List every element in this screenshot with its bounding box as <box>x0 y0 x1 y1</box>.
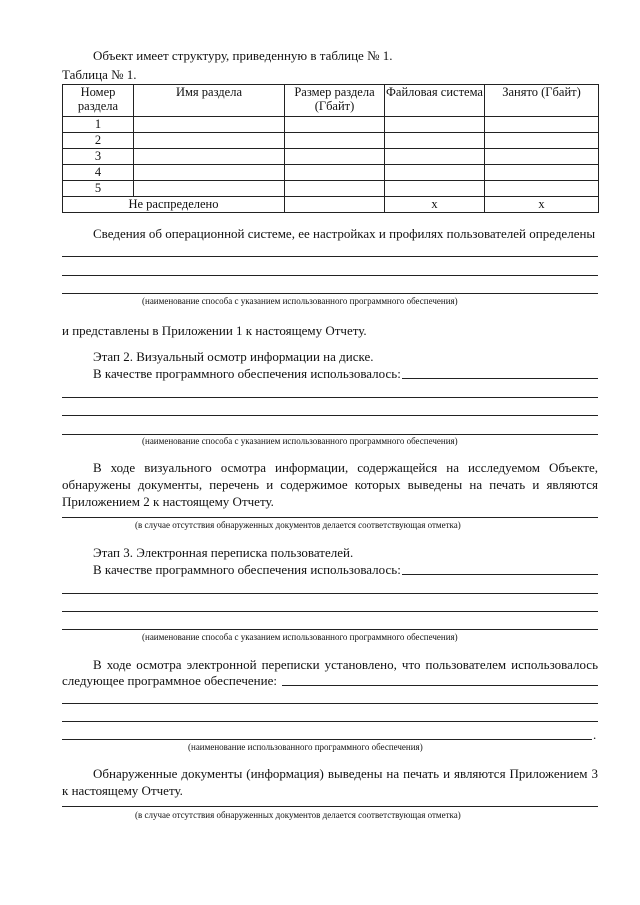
stage3-software-label: В качестве программного обеспечения использовалось: <box>93 562 401 577</box>
fill-line <box>62 434 598 435</box>
stage2-title: Этап 2. Визуальный осмотр информации на диске. <box>93 349 374 364</box>
fill-line <box>62 397 598 398</box>
fill-line <box>62 806 598 807</box>
row-number: 4 <box>63 165 134 181</box>
stage3-para-line: В ходе осмотра электронной переписки установлено, что пользователем использовалось <box>93 657 598 672</box>
table-row <box>63 117 599 133</box>
stage2-para-line: В ходе визуального осмотра информации, содержащейся на исследуемом Объекте, <box>93 460 598 475</box>
stage2-caption: (наименование способа с указанием использованного программного обеспечения) <box>142 436 458 446</box>
table-row <box>63 133 599 149</box>
unallocated-used: x <box>485 197 599 213</box>
stage3-docs-paragraph <box>62 765 598 799</box>
row-number: 2 <box>63 133 134 149</box>
caption-method: (наименование способа с указанием использованного программного обеспечения) <box>142 296 458 306</box>
stage2-paragraph <box>62 459 598 510</box>
table-footer-row <box>63 197 599 213</box>
stage2-software-field[interactable] <box>402 378 598 379</box>
stage3-title: Этап 3. Электронная переписка пользователей. <box>93 545 354 560</box>
table-caption: Таблица № 1. <box>62 67 137 82</box>
row-number: 5 <box>63 181 134 197</box>
fill-line <box>62 739 592 740</box>
unallocated-fs: x <box>385 197 485 213</box>
header-partition-name: Имя раздела <box>134 85 285 117</box>
fill-line <box>62 256 598 257</box>
stage3-used-software-field[interactable] <box>282 685 598 686</box>
intro-text: Объект имеет структуру, приведенную в таблице № 1. <box>93 48 393 63</box>
header-partition-size: Размер раздела (Гбайт) <box>285 85 385 117</box>
unallocated-label: Не распределено <box>63 197 285 213</box>
stage2-software-label: В качестве программного обеспечения использовалось: <box>93 366 401 381</box>
fill-line <box>62 275 598 276</box>
fill-line <box>62 721 598 722</box>
stage2-para-line: обнаружены документы, перечень и содержимое которых выведены на печать и являются <box>62 477 598 492</box>
stage2-para-line: Приложением 2 к настоящему Отчету. <box>62 494 274 509</box>
table-header-row <box>63 85 599 117</box>
fill-line <box>62 415 598 416</box>
stage3-caption: (наименование способа с указанием использованного программного обеспечения) <box>142 632 458 642</box>
partition-table <box>62 84 599 213</box>
os-info-text: Сведения об операционной системе, ее настройках и профилях пользователей определены <box>93 226 596 241</box>
stage2-caption-absence: (в случае отсутствия обнаруженных документов делается соответствующая отметка) <box>135 520 461 530</box>
table-row <box>63 181 599 197</box>
header-used: Занято (Гбайт) <box>485 85 599 117</box>
fill-line <box>62 629 598 630</box>
fill-line <box>62 611 598 612</box>
fill-line <box>62 593 598 594</box>
stage3-software-field[interactable] <box>402 574 598 575</box>
row-number: 1 <box>63 117 134 133</box>
appendix1-text: и представлены в Приложении 1 к настоящему Отчету. <box>62 323 367 338</box>
table-row <box>63 149 599 165</box>
table-row <box>63 165 599 181</box>
stage3-docs-line: к настоящему Отчету. <box>62 783 183 798</box>
fill-line <box>62 517 598 518</box>
trailing-dot: . <box>593 727 597 742</box>
stage3-caption-absence: (в случае отсутствия обнаруженных документов делается соответствующая отметка) <box>135 810 461 820</box>
stage3-docs-line: Обнаруженные документы (информация) выведены на печать и являются Приложением 3 <box>93 766 598 781</box>
stage3-caption-software: (наименование использованного программного обеспечения) <box>188 742 423 752</box>
row-number: 3 <box>63 149 134 165</box>
fill-line <box>62 703 598 704</box>
header-file-system: Файловая система <box>385 85 485 117</box>
stage3-para-line: следующее программное обеспечение: <box>62 673 277 688</box>
stage3-paragraph <box>62 656 598 673</box>
header-partition-number: Номер раздела <box>63 85 134 117</box>
fill-line <box>62 293 598 294</box>
